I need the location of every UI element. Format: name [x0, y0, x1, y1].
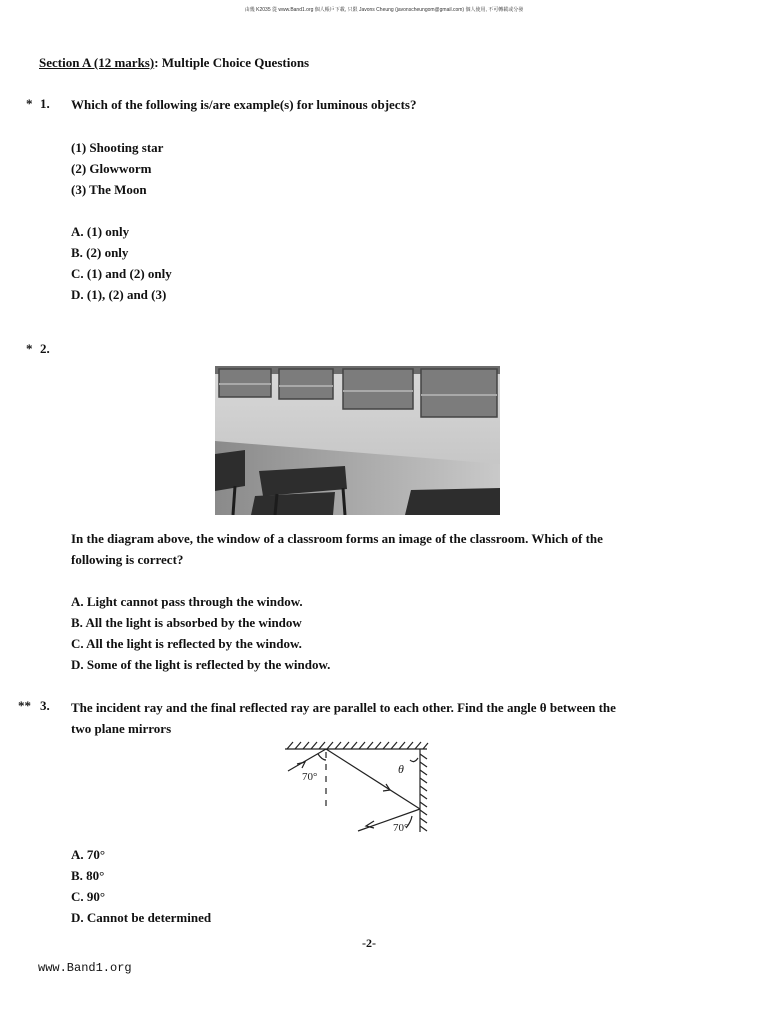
- section-title-underlined: Section A (12 marks): [39, 55, 155, 70]
- classroom-window-photo: [215, 366, 500, 515]
- theta-arc: [410, 758, 418, 762]
- angle-arc-top: [318, 754, 326, 760]
- q1-option-a: A. (1) only: [71, 224, 130, 239]
- middle-ray: [326, 749, 420, 809]
- mirror-diagram: [282, 740, 432, 836]
- reflected-ray-arrow: [366, 821, 374, 828]
- q3-option-b: B. 80°: [71, 868, 105, 883]
- q2-option-d: D. Some of the light is reflected by the window.: [71, 657, 331, 672]
- q1-options: [71, 221, 172, 305]
- q1-option-b: B. (2) only: [71, 245, 129, 260]
- q3-number: 3.: [40, 698, 50, 713]
- classroom-window-image: [215, 366, 500, 515]
- angle-label-bottom: 70°: [393, 822, 409, 834]
- page-number: -2-: [362, 936, 376, 950]
- section-title-rest: : Multiple Choice Questions: [154, 55, 310, 70]
- q3-marker: **: [18, 698, 31, 713]
- q1-text: Which of the following is/are example(s) for luminous objects?: [71, 97, 417, 112]
- q3-text-line: two plane mirrors: [71, 721, 172, 736]
- q3-text: [71, 697, 616, 739]
- q1-number: 1.: [40, 96, 50, 111]
- q3-options: [71, 844, 211, 928]
- q3-text-line: The incident ray and the final reflected ray are parallel to each other. Find the angle θ between the: [71, 700, 616, 715]
- q3-option-c: C. 90°: [71, 889, 106, 904]
- q2-options: [71, 591, 330, 675]
- incident-ray: [288, 749, 326, 771]
- q2-option-a: A. Light cannot pass through the window.: [71, 594, 303, 609]
- q2-number: 2.: [40, 341, 50, 356]
- footer-url: www.Band1.org: [38, 961, 132, 975]
- page-header: 由幾 K2035 從 www.Band1.org 個人帳戶下載, 只限 Javons Cheung (javonscheungom@gmail.com) 個人使用, 不可轉載或分發: [244, 7, 524, 13]
- two-mirrors-ray-diagram: [282, 740, 432, 836]
- q1-items: [71, 137, 163, 200]
- q1-option-d: D. (1), (2) and (3): [71, 287, 167, 302]
- section-title: [39, 55, 309, 71]
- q2-marker: *: [26, 341, 33, 356]
- top-mirror-hatching: [287, 742, 428, 749]
- q1-item: (3) The Moon: [71, 182, 147, 197]
- q1-item: (1) Shooting star: [71, 140, 164, 155]
- q2-option-c: C. All the light is reflected by the window.: [71, 636, 302, 651]
- q3-option-d: D. Cannot be determined: [71, 910, 212, 925]
- q1-item: (2) Glowworm: [71, 161, 152, 176]
- q2-text-line: following is correct?: [71, 552, 184, 567]
- angle-label-top: 70°: [302, 771, 318, 783]
- q2-option-b: B. All the light is absorbed by the window: [71, 615, 302, 630]
- q3-option-a: A. 70°: [71, 847, 106, 862]
- q1-option-c: C. (1) and (2) only: [71, 266, 172, 281]
- right-mirror-hatching: [420, 754, 427, 831]
- q2-text: [71, 528, 603, 570]
- q2-text-line: In the diagram above, the window of a classroom forms an image of the classroom. Which of the: [71, 531, 603, 546]
- theta-label: θ: [398, 762, 404, 776]
- q1-marker: *: [26, 96, 33, 111]
